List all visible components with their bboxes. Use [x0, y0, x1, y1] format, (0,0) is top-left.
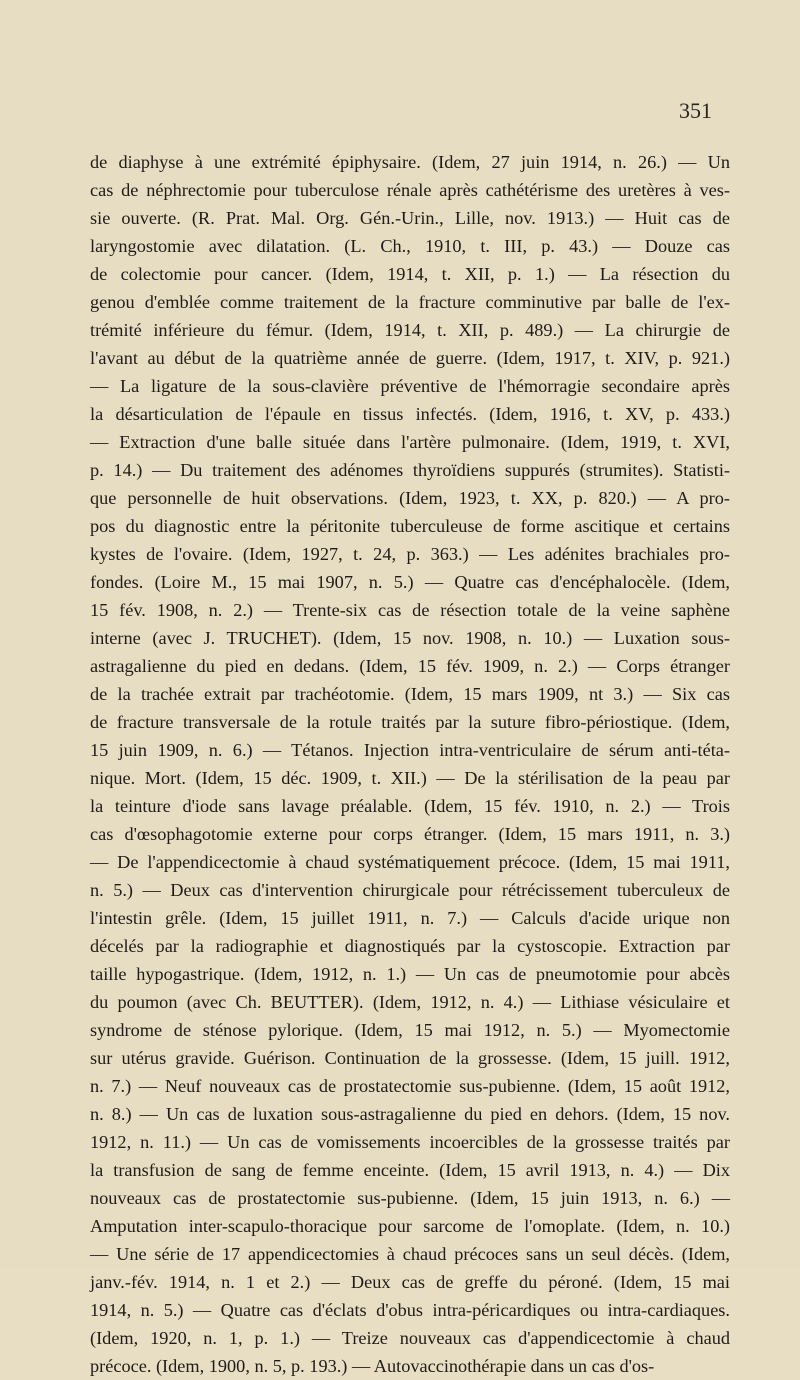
- text-line: 1912, n. 11.) — Un cas de vomissements incoercibles de la grossesse traités par: [90, 1132, 730, 1152]
- text-line: la désarticulation de l'épaule en tissus infectés. (Idem, 1916, t. XV, p. 433.): [90, 404, 730, 424]
- text-line: Amputation inter-scapulo-thoracique pour sarcome de l'omoplate. (Idem, n. 10.): [90, 1216, 730, 1236]
- text-line: (Idem, 1920, n. 1, p. 1.) — Treize nouveaux cas d'appendicectomie à chaud: [90, 1328, 730, 1348]
- text-line: taille hypogastrique. (Idem, 1912, n. 1.) — Un cas de pneumotomie pour abcès: [90, 964, 730, 984]
- text-line: n. 5.) — Deux cas d'intervention chirurgicale pour rétrécissement tuberculeux de: [90, 880, 730, 900]
- text-line: — Une série de 17 appendicectomies à chaud précoces sans un seul décès. (Idem,: [90, 1244, 730, 1264]
- text-line: de colectomie pour cancer. (Idem, 1914, t. XII, p. 1.) — La résection du: [90, 264, 730, 284]
- text-line: de la trachée extrait par trachéotomie. (Idem, 15 mars 1909, nt 3.) — Six cas: [90, 684, 730, 704]
- body-text: [90, 148, 730, 1380]
- text-line: laryngostomie avec dilatation. (L. Ch., 1910, t. III, p. 43.) — Douze cas: [90, 236, 730, 256]
- text-line: n. 8.) — Un cas de luxation sous-astragalienne du pied en dehors. (Idem, 15 nov.: [90, 1104, 730, 1124]
- text-line: fondes. (Loire M., 15 mai 1907, n. 5.) — Quatre cas d'encéphalocèle. (Idem,: [90, 572, 730, 592]
- text-line: de fracture transversale de la rotule traités par la suture fibro-périostique. (Idem,: [90, 712, 730, 732]
- text-line: cas d'œsophagotomie externe pour corps étranger. (Idem, 15 mars 1911, n. 3.): [90, 824, 730, 844]
- text-line: trémité inférieure du fémur. (Idem, 1914, t. XII, p. 489.) — La chirurgie de: [90, 320, 730, 340]
- text-line: 1914, n. 5.) — Quatre cas d'éclats d'obus intra-péricardiques ou intra-cardiaques.: [90, 1300, 730, 1320]
- text-line: 15 juin 1909, n. 6.) — Tétanos. Injection intra-ventriculaire de sérum anti-téta-: [90, 740, 730, 760]
- text-line: 15 fév. 1908, n. 2.) — Trente-six cas de résection totale de la veine saphène: [90, 600, 730, 620]
- text-line: n. 7.) — Neuf nouveaux cas de prostatectomie sus-pubienne. (Idem, 15 août 1912,: [90, 1076, 730, 1096]
- text-line: interne (avec J. TRUCHET). (Idem, 15 nov. 1908, n. 10.) — Luxation sous-: [90, 628, 730, 648]
- text-line: du poumon (avec Ch. BEUTTER). (Idem, 1912, n. 4.) — Lithiase vésiculaire et: [90, 992, 730, 1012]
- text-line: kystes de l'ovaire. (Idem, 1927, t. 24, p. 363.) — Les adénites brachiales pro-: [90, 544, 730, 564]
- text-line: que personnelle de huit observations. (Idem, 1923, t. XX, p. 820.) — A pro-: [90, 488, 730, 508]
- text-line: syndrome de sténose pylorique. (Idem, 15 mai 1912, n. 5.) — Myomectomie: [90, 1020, 730, 1040]
- text-line: astragalienne du pied en dedans. (Idem, 15 fév. 1909, n. 2.) — Corps étranger: [90, 656, 730, 676]
- text-line: la teinture d'iode sans lavage préalable. (Idem, 15 fév. 1910, n. 2.) — Trois: [90, 796, 730, 816]
- text-line: — Extraction d'une balle située dans l'artère pulmonaire. (Idem, 1919, t. XVI,: [90, 432, 730, 452]
- text-line: précoce. (Idem, 1900, n. 5, p. 193.) — Autovaccinothérapie dans un cas d'os-: [90, 1356, 655, 1376]
- text-line: décelés par la radiographie et diagnostiqués par la cystoscopie. Extraction par: [90, 936, 730, 956]
- text-line: pos du diagnostic entre la péritonite tuberculeuse de forme ascitique et certains: [90, 516, 730, 536]
- text-line: genou d'emblée comme traitement de la fracture comminutive par balle de l'ex-: [90, 292, 730, 312]
- text-line: nouveaux cas de prostatectomie sus-pubienne. (Idem, 15 juin 1913, n. 6.) —: [90, 1188, 730, 1208]
- text-line: p. 14.) — Du traitement des adénomes thyroïdiens suppurés (strumites). Statisti-: [90, 460, 730, 480]
- text-line: nique. Mort. (Idem, 15 déc. 1909, t. XII.) — De la stérilisation de la peau par: [90, 768, 730, 788]
- text-line: l'avant au début de la quatrième année de guerre. (Idem, 1917, t. XIV, p. 921.): [90, 348, 730, 368]
- text-line: de diaphyse à une extrémité épiphysaire. (Idem, 27 juin 1914, n. 26.) — Un: [90, 152, 730, 172]
- text-line: sie ouverte. (R. Prat. Mal. Org. Gén.-Urin., Lille, nov. 1913.) — Huit cas de: [90, 208, 730, 228]
- text-line: — De l'appendicectomie à chaud systématiquement précoce. (Idem, 15 mai 1911,: [90, 852, 730, 872]
- text-line: sur utérus gravide. Guérison. Continuation de la grossesse. (Idem, 15 juill. 1912,: [90, 1048, 730, 1068]
- text-line: la transfusion de sang de femme enceinte. (Idem, 15 avril 1913, n. 4.) — Dix: [90, 1160, 730, 1180]
- text-line: cas de néphrectomie pour tuberculose rénale après cathétérisme des uretères à ves-: [90, 180, 730, 200]
- page-number: 351: [679, 98, 712, 123]
- text-line: janv.-fév. 1914, n. 1 et 2.) — Deux cas de greffe du péroné. (Idem, 15 mai: [90, 1272, 730, 1292]
- text-line: — La ligature de la sous-clavière préventive de l'hémorragie secondaire après: [90, 376, 730, 396]
- text-line: l'intestin grêle. (Idem, 15 juillet 1911, n. 7.) — Calculs d'acide urique non: [90, 908, 730, 928]
